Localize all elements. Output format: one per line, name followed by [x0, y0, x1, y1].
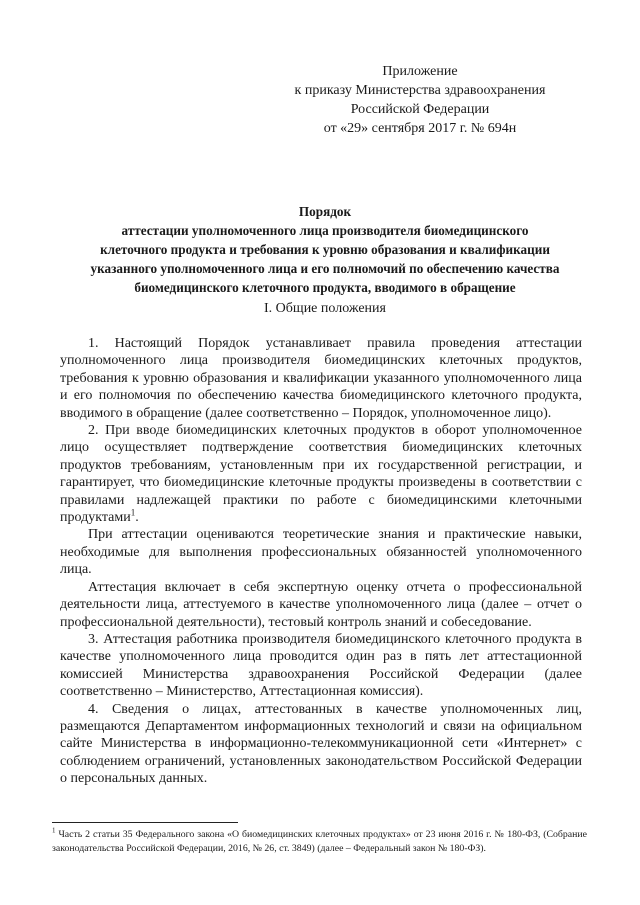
title-line: биомедицинского клеточного продукта, вводимого в обращение	[134, 280, 516, 295]
header-line-country: Российской Федерации	[350, 102, 490, 117]
approval-header	[280, 62, 560, 138]
document-body	[60, 335, 582, 788]
paragraph-6: 4. Сведения о лицах, аттестованных в качестве уполномоченных лиц, размещаются Департаментом информационных технологий и связи на официальном сайте Министерства в информационно-телекоммуникационной сети «Интернет» с соблюдением ограничений, установленных законодательством Российской Федерации о персональных данных.	[60, 701, 582, 787]
paragraph-5: 3. Аттестация работника производителя биомедицинского клеточного продукта в качестве уполномоченного лица проводится один раз в пять лет аттестационной комиссией Министерства здравоохранения Российской Федерации (далее соответственно – Министерство, Аттестационная комиссия).	[60, 631, 582, 700]
title-line: Порядок	[298, 204, 352, 219]
title-line: клеточного продукта и требования к уровню образования и квалификации	[100, 242, 550, 257]
title-line: указанного уполномоченного лица и его полномочий по обеспечению качества	[90, 261, 560, 276]
section-heading: I. Общие положения	[264, 301, 386, 316]
title-line: аттестации уполномоченного лица производителя биомедицинского	[121, 223, 529, 238]
header-line-date: от «29» сентября 2017 г. № 694н	[323, 121, 517, 136]
footnote-divider	[52, 822, 238, 823]
header-line-order: к приказу Министерства здравоохранения	[294, 83, 546, 98]
paragraph-3: При аттестации оцениваются теоретические знания и практические навыки, необходимые для выполнения профессиональных обязанностей уполномоченного лица.	[60, 527, 582, 578]
paragraph-2: 2. При вводе биомедицинских клеточных продуктов в оборот уполномоченное лицо осуществляет подтверждение соответствия биомедицинских клеточных продуктов требованиям, установленным при их государственной регистрации, и гарантирует, что биомедицинские клеточные продукты произведены в соответствии с правилами надлежащей практики по работе с биомедицинскими клеточными продуктами$^1$.	[60, 423, 582, 526]
document-title	[70, 202, 580, 297]
footnote-reference[interactable]: 1	[130, 507, 136, 518]
paragraph-1: 1. Настоящий Порядок устанавливает правила проведения аттестации уполномоченного лица производителя биомедицинских клеточных продуктов, требования к уровню образования и квалификации указанного уполномоченного лица и его полномочия по обеспечению качества биомедицинского клеточного продукта, вводимого в обращение (далее соответственно – Порядок, уполномоченное лицо).	[60, 336, 582, 421]
footnote	[52, 828, 587, 856]
paragraph-4: Аттестация включает в себя экспертную оценку отчета о профессиональной деятельности лица, аттестуемого в качестве уполномоченного лица (далее – отчет о профессиональной деятельности), тестовый контроль знаний и собеседование.	[60, 579, 582, 630]
footnote-mark: 1	[52, 826, 56, 835]
paragraph-2-text: 2. При вводе биомедицинских клеточных продуктов в оборот уполномоченное лицо осуществляет подтверждение соответствия биомедицинских клеточных продуктов требованиям, установленным при их государственной регистрации, и гарантирует, что биомедицинские клеточные продукты произведены в соответствии с правилами надлежащей практики по работе с биомедицинскими клеточными продуктами	[60, 423, 582, 526]
footnote-text: Часть 2 статьи 35 Федерального закона «О биомедицинских клеточных продуктах» от 23 июня 2016 г. № 180-ФЗ, (Собрание законодательства Российской Федерации, 2016, № 26, ст. 3849) (далее – Федеральный закон № 180-ФЗ).	[52, 829, 587, 854]
header-line-appendix: Приложение	[382, 64, 458, 79]
